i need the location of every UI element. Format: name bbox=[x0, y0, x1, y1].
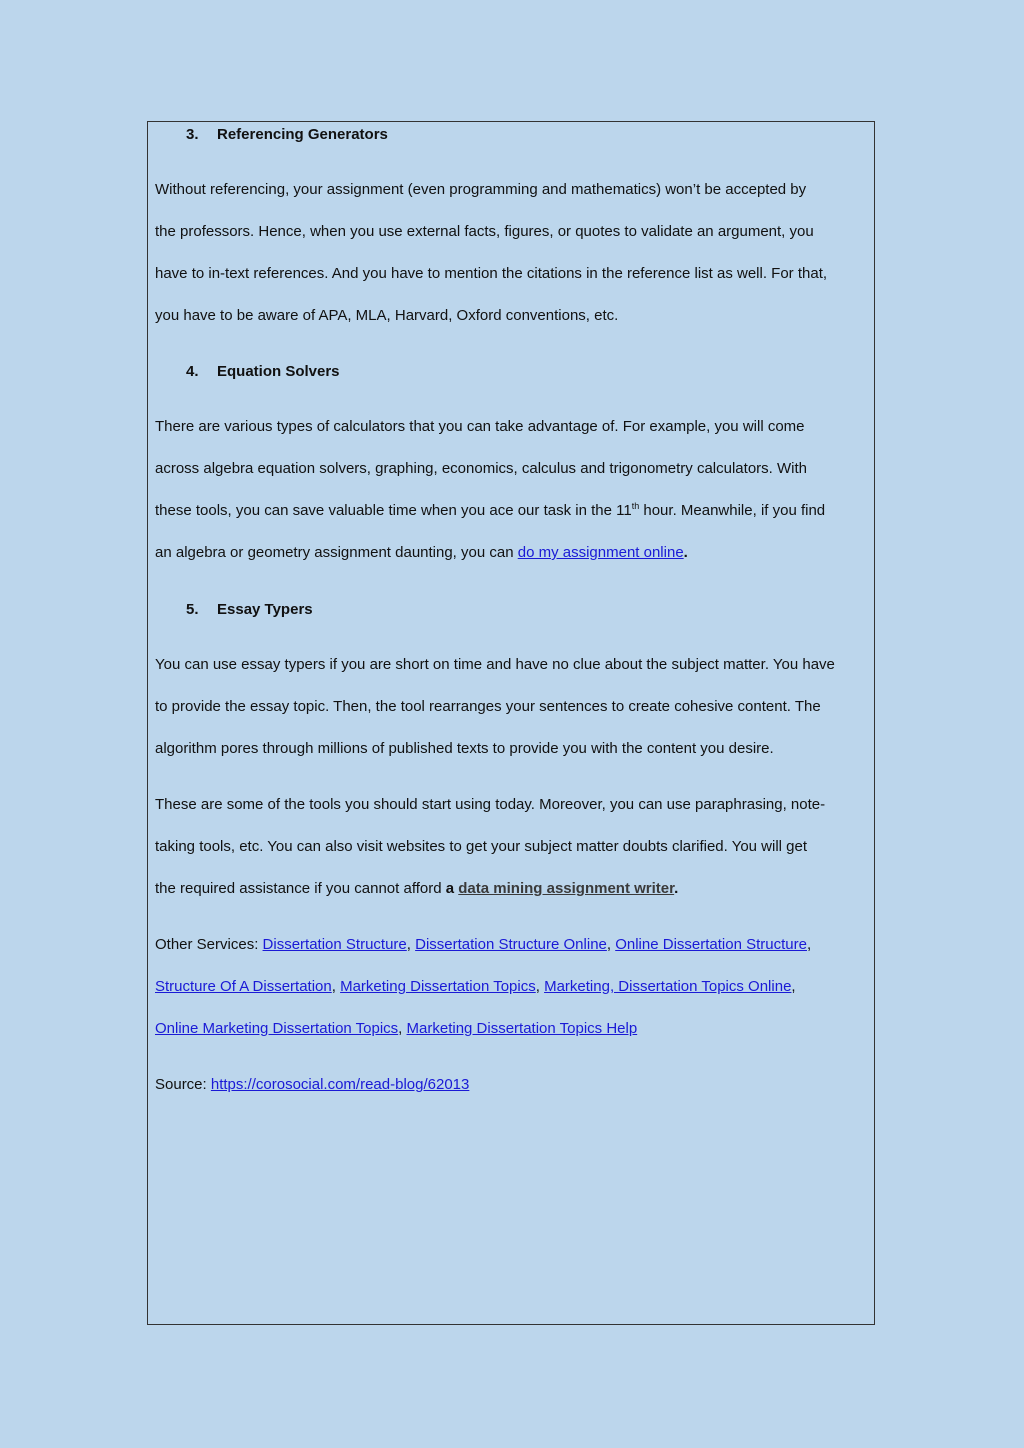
paragraph-line: algorithm pores through millions of published texts to provide you with the content you desire. bbox=[155, 740, 774, 757]
heading-number: 5. bbox=[186, 601, 199, 618]
paragraph-line: There are various types of calculators that you can take advantage of. For example, you will come bbox=[155, 418, 805, 435]
paragraph-line: You can use essay typers if you are short on time and have no clue about the subject matter. You have bbox=[155, 656, 835, 673]
text-run: an algebra or geometry assignment daunting, you can bbox=[155, 544, 518, 561]
separator: , bbox=[606, 936, 616, 953]
separator: , bbox=[535, 978, 545, 995]
text-run: hour. Meanwhile, if you find bbox=[639, 502, 826, 519]
separator: , bbox=[806, 936, 812, 953]
do-my-assignment-link[interactable]: do my assignment online bbox=[517, 544, 684, 561]
paragraph-line: you have to be aware of APA, MLA, Harvard, Oxford conventions, etc. bbox=[155, 307, 619, 324]
paragraph-line: to provide the essay topic. Then, the tool rearranges your sentences to create cohesive content. The bbox=[155, 698, 821, 715]
service-link[interactable]: Marketing, Dissertation Topics Online bbox=[544, 978, 792, 995]
heading-referencing-generators bbox=[186, 125, 388, 145]
heading-equation-solvers bbox=[186, 362, 340, 382]
heading-title: Essay Typers bbox=[217, 601, 313, 618]
heading-essay-typers bbox=[186, 600, 313, 620]
other-services-line bbox=[155, 1018, 637, 1040]
text-run: the required assistance if you cannot afford bbox=[155, 880, 446, 897]
service-link[interactable]: Marketing Dissertation Topics bbox=[340, 978, 536, 995]
heading-title: Referencing Generators bbox=[217, 126, 388, 143]
data-mining-writer-link[interactable]: data mining assignment writer bbox=[458, 880, 675, 897]
separator: , bbox=[791, 978, 796, 995]
text-run: these tools, you can save valuable time when you ace our task in the 11 bbox=[155, 502, 632, 519]
paragraph-line: across algebra equation solvers, graphing, economics, calculus and trigonometry calculators. With bbox=[155, 460, 807, 477]
paragraph-line: the professors. Hence, when you use external facts, figures, or quotes to validate an argument, you bbox=[155, 223, 814, 240]
separator: , bbox=[406, 936, 416, 953]
paragraph-line: taking tools, etc. You can also visit websites to get your subject matter doubts clarified. You will get bbox=[155, 838, 808, 855]
superscript: th bbox=[631, 501, 640, 511]
paragraph-line bbox=[155, 500, 825, 522]
text-run: . bbox=[683, 544, 688, 561]
heading-number: 3. bbox=[186, 126, 199, 143]
text-run: a bbox=[445, 880, 455, 897]
source-label: Source: bbox=[155, 1076, 211, 1093]
page-frame bbox=[147, 121, 875, 1325]
other-services-label: Other Services: bbox=[155, 936, 263, 953]
text-run: . bbox=[674, 880, 679, 897]
separator: , bbox=[331, 978, 341, 995]
other-services-line bbox=[155, 934, 811, 956]
service-link[interactable]: Dissertation Structure bbox=[262, 936, 407, 953]
service-link[interactable]: Marketing Dissertation Topics Help bbox=[406, 1020, 638, 1037]
service-link[interactable]: Structure Of A Dissertation bbox=[155, 978, 332, 995]
paragraph-line: have to in-text references. And you have to mention the citations in the reference list as well. For that, bbox=[155, 265, 828, 282]
heading-number: 4. bbox=[186, 363, 199, 380]
service-link[interactable]: Online Marketing Dissertation Topics bbox=[155, 1020, 399, 1037]
heading-title: Equation Solvers bbox=[217, 363, 340, 380]
paragraph-line: Without referencing, your assignment (even programming and mathematics) won’t be accepted by bbox=[155, 181, 807, 198]
service-link[interactable]: Online Dissertation Structure bbox=[615, 936, 807, 953]
paragraph-line: These are some of the tools you should start using today. Moreover, you can use paraphrasing, note- bbox=[155, 796, 826, 813]
source-url-link[interactable]: https://corosocial.com/read-blog/62013 bbox=[210, 1076, 470, 1093]
other-services-line bbox=[155, 976, 796, 998]
paragraph-line bbox=[155, 878, 678, 900]
paragraph-line bbox=[155, 542, 688, 564]
source-line bbox=[155, 1074, 469, 1096]
separator: , bbox=[398, 1020, 407, 1037]
service-link[interactable]: Dissertation Structure Online bbox=[415, 936, 607, 953]
